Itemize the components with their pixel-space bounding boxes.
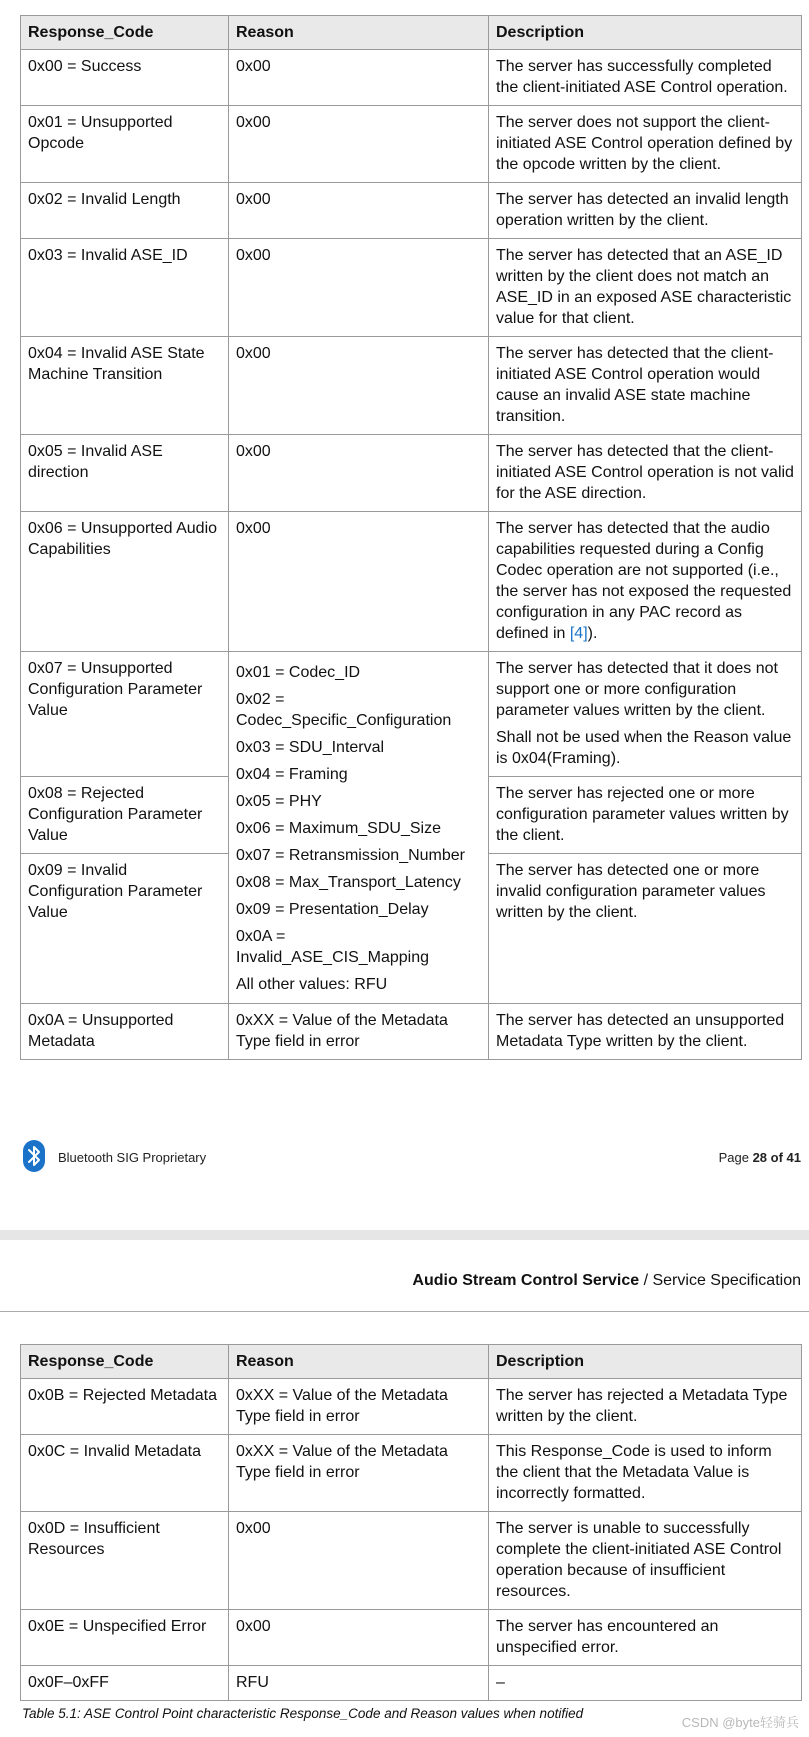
cell-reason: 0x00	[229, 512, 489, 652]
response-code-table-part2	[20, 1344, 802, 1701]
cell-code: 0x02 = Invalid Length	[21, 183, 229, 239]
table-row	[21, 50, 802, 106]
cell-reason: 0x00	[229, 106, 489, 183]
doc-title: Audio Stream Control Service	[412, 1272, 640, 1289]
cell-reason: RFU	[229, 1666, 489, 1701]
reason-item: 0x09 = Presentation_Delay	[236, 901, 429, 918]
table-row	[21, 337, 802, 435]
reason-item: 0x08 = Max_Transport_Latency	[236, 874, 461, 891]
cell-code: 0x0B = Rejected Metadata	[21, 1379, 229, 1435]
cell-code: 0x05 = Invalid ASE direction	[21, 435, 229, 512]
cell-code: 0x09 = Invalid Configuration Parameter Value	[21, 854, 229, 1004]
reason-item: 0x01 = Codec_ID	[236, 664, 361, 681]
cell-reason: 0x00	[229, 337, 489, 435]
cell-reason: 0x00	[229, 1512, 489, 1610]
reason-item: 0x02 = Codec_Specific_Configuration	[236, 691, 452, 729]
cell-code: 0x0D = Insufficient Resources	[21, 1512, 229, 1610]
reason-item: 0x03 = SDU_Interval	[236, 739, 385, 756]
cell-code: 0x08 = Rejected Configuration Parameter Value	[21, 777, 229, 854]
cell-reason: 0x00	[229, 435, 489, 512]
cell-description: The server has detected that an ASE_ID written by the client does not match an ASE_ID in an exposed ASE characteristic value for that client.	[489, 239, 802, 337]
cell-description	[489, 652, 802, 777]
description-text-end: ).	[587, 625, 598, 642]
cell-reason: 0xXX = Value of the Metadata Type field in error	[229, 1379, 489, 1435]
cell-code: 0x06 = Unsupported Audio Capabilities	[21, 512, 229, 652]
reason-item: 0x06 = Maximum_SDU_Size	[236, 820, 441, 837]
cell-description: The server has detected an invalid length operation written by the client.	[489, 183, 802, 239]
cell-description: The server is unable to successfully complete the client-initiated ASE Control operation because of insufficient resources.	[489, 1512, 802, 1610]
cell-code: 0x0E = Unspecified Error	[21, 1610, 229, 1666]
description-text: The server has detected that it does not support one or more configuration parameter values written by the client.	[496, 660, 778, 719]
header-reason: Reason	[229, 1345, 489, 1379]
page-footer	[20, 1140, 801, 1176]
cell-code: 0x07 = Unsupported Configuration Parameter Value	[21, 652, 229, 777]
table-caption: Table 5.1: ASE Control Point characteristic Response_Code and Reason values when notified	[22, 1706, 584, 1721]
table-row	[21, 512, 802, 652]
cell-code: 0x0A = Unsupported Metadata	[21, 1004, 229, 1060]
page-of: of	[767, 1150, 787, 1165]
header-response-code: Response_Code	[21, 16, 229, 50]
footer-proprietary: Bluetooth SIG Proprietary	[58, 1150, 207, 1165]
cell-description: This Response_Code is used to inform the client that the Metadata Value is incorrectly formatted.	[489, 1435, 802, 1512]
header-reason: Reason	[229, 16, 489, 50]
cell-reason: 0xXX = Value of the Metadata Type field in error	[229, 1004, 489, 1060]
cell-reason: 0x00	[229, 1610, 489, 1666]
header-description: Description	[489, 16, 802, 50]
cell-code: 0x00 = Success	[21, 50, 229, 106]
table-header-row	[21, 1345, 802, 1379]
cell-description	[489, 512, 802, 652]
bluetooth-icon	[22, 1140, 46, 1172]
table-row	[21, 1435, 802, 1512]
cell-code: 0x04 = Invalid ASE State Machine Transition	[21, 337, 229, 435]
description-note: Shall not be used when the Reason value is 0x04(Framing).	[496, 729, 792, 767]
page-number	[719, 1150, 801, 1165]
cell-code: 0x0C = Invalid Metadata	[21, 1435, 229, 1512]
cell-description: –	[489, 1666, 802, 1701]
page-separator	[0, 1230, 809, 1240]
cell-description: The server has encountered an unspecified error.	[489, 1610, 802, 1666]
header-separator: /	[639, 1272, 653, 1289]
table-row	[21, 1379, 802, 1435]
cell-description: The server has detected that the client-initiated ASE Control operation is not valid for the ASE direction.	[489, 435, 802, 512]
reason-item: 0x04 = Framing	[236, 766, 348, 783]
table-row	[21, 1610, 802, 1666]
table-row	[21, 239, 802, 337]
cell-reason: 0x00	[229, 50, 489, 106]
cell-description: The server does not support the client-initiated ASE Control operation defined by the opcode written by the client.	[489, 106, 802, 183]
cell-reason: 0x00	[229, 183, 489, 239]
cell-code: 0x01 = Unsupported Opcode	[21, 106, 229, 183]
cell-description: The server has detected that the client-initiated ASE Control operation would cause an invalid ASE state machine transition.	[489, 337, 802, 435]
table-row	[21, 1512, 802, 1610]
cell-description: The server has detected an unsupported Metadata Type written by the client.	[489, 1004, 802, 1060]
cell-code: 0x03 = Invalid ASE_ID	[21, 239, 229, 337]
page-header	[412, 1272, 801, 1290]
cell-code: 0x0F–0xFF	[21, 1666, 229, 1701]
header-response-code: Response_Code	[21, 1345, 229, 1379]
reason-item: All other values: RFU	[236, 976, 388, 993]
reason-item: 0x05 = PHY	[236, 793, 322, 810]
table-row	[21, 106, 802, 183]
page-label: Page	[718, 1150, 753, 1165]
page-current: 28	[752, 1150, 768, 1165]
reason-item: 0x07 = Retransmission_Number	[236, 847, 465, 864]
reason-item: 0x0A = Invalid_ASE_CIS_Mapping	[236, 928, 430, 966]
table-row	[21, 1666, 802, 1701]
cell-reason-shared	[229, 652, 489, 1004]
table-row	[21, 652, 802, 777]
cell-description: The server has rejected a Metadata Type written by the client.	[489, 1379, 802, 1435]
table-row	[21, 435, 802, 512]
cell-description: The server has successfully completed the client-initiated ASE Control operation.	[489, 50, 802, 106]
cell-reason: 0xXX = Value of the Metadata Type field in error	[229, 1435, 489, 1512]
description-text: The server has detected that the audio capabilities requested during a Config Codec operation are not supported (i.e., the server has not exposed the requested configuration in any PAC record as defined in	[496, 520, 792, 642]
cell-description: The server has detected one or more invalid configuration parameter values written by the client.	[489, 854, 802, 1004]
table-row	[21, 183, 802, 239]
table-header-row	[21, 16, 802, 50]
doc-type: Service Specification	[652, 1272, 801, 1289]
header-description: Description	[489, 1345, 802, 1379]
page-total: 41	[786, 1150, 801, 1165]
cell-reason: 0x00	[229, 239, 489, 337]
table-row	[21, 1004, 802, 1060]
watermark: CSDN @byte轻骑兵	[681, 1715, 799, 1730]
cell-description: The server has rejected one or more configuration parameter values written by the client.	[489, 777, 802, 854]
header-divider	[0, 1311, 809, 1312]
response-code-table-part1	[20, 15, 802, 1060]
reference-link[interactable]: [4]	[569, 625, 588, 642]
